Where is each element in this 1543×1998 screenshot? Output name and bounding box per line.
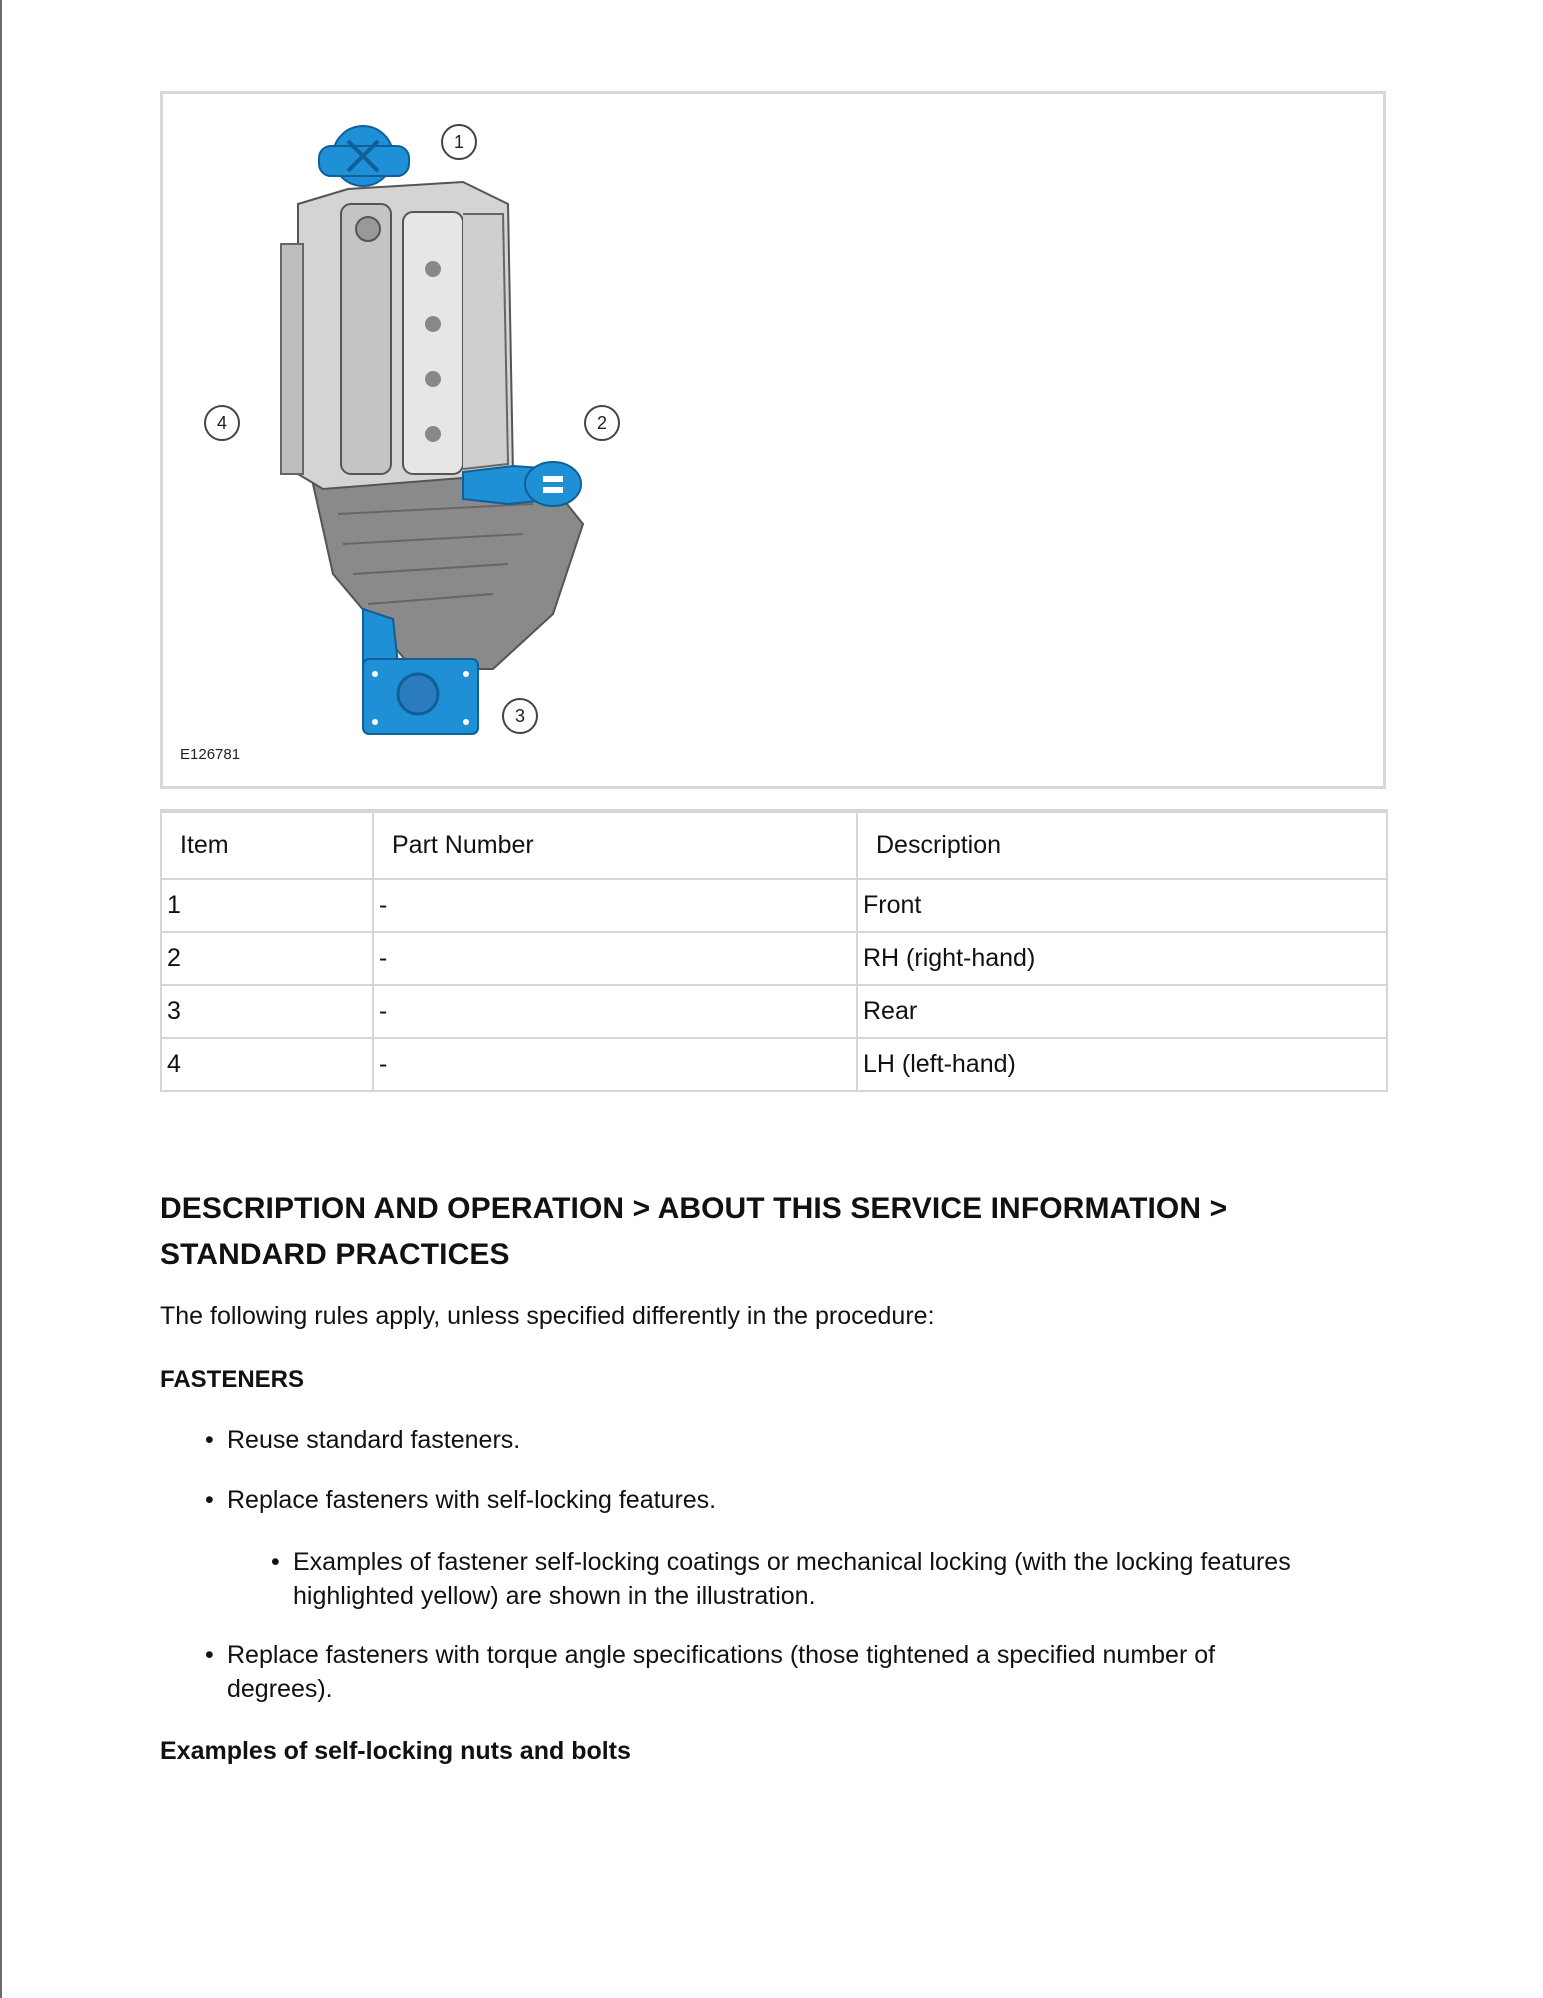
cell-description: RH (right-hand) [857,932,1387,985]
section-heading [160,1186,1386,1278]
examples-heading: Examples of self-locking nuts and bolts [160,1737,631,1765]
engine-mounts-figure [160,91,1386,789]
cell-description: Front [857,879,1387,932]
callout-3: 3 [502,698,538,734]
cell-part-number: - [373,985,857,1038]
cell-part-number: - [373,932,857,985]
callout-1: 1 [441,124,477,160]
section-heading-line-1: DESCRIPTION AND OPERATION > ABOUT THIS SERVICE INFORMATION > [160,1192,1228,1225]
table-row [161,985,1387,1038]
callout-4: 4 [204,405,240,441]
table-row [161,932,1387,985]
callout-2: 2 [584,405,620,441]
engine-illustration [163,94,1383,786]
bullet-icon: • [205,1426,214,1454]
bullet-text: Reuse standard fasteners. [227,1426,521,1454]
bullet-icon: • [205,1641,214,1669]
intro-text: The following rules apply, unless specified differently in the procedure: [160,1302,935,1330]
cell-part-number: - [373,879,857,932]
cell-description: Rear [857,985,1387,1038]
table-header-row [161,811,1387,879]
fasteners-heading: FASTENERS [160,1366,305,1393]
bullet-text: Replace fasteners with self-locking features. [227,1486,717,1514]
parts-table [160,809,1388,1092]
bullet-icon: • [271,1548,280,1576]
cell-item: 2 [161,932,373,985]
nested-bullet-item [271,1545,1363,1613]
cell-item: 1 [161,879,373,932]
header-item: Item [161,811,373,879]
figure-id: E126781 [180,746,241,763]
bullet-item [205,1638,1317,1706]
cell-item: 4 [161,1038,373,1091]
bullet-text: Examples of fastener self-locking coatings or mechanical locking (with the locking features highlighted yellow) are shown in the illustration. [293,1548,1291,1610]
bullet-item [205,1423,1347,1457]
bullet-text: Replace fasteners with torque angle specifications (those tightened a specified number of degrees). [227,1641,1216,1703]
table-row [161,1038,1387,1091]
cell-description: LH (left-hand) [857,1038,1387,1091]
bullet-item [205,1483,1347,1517]
bullet-icon: • [205,1486,214,1514]
table-row [161,879,1387,932]
page-left-border [0,0,2,1998]
header-description: Description [857,811,1387,879]
header-part-number: Part Number [373,811,857,879]
cell-item: 3 [161,985,373,1038]
cell-part-number: - [373,1038,857,1091]
section-heading-line-2: STANDARD PRACTICES [160,1238,510,1271]
